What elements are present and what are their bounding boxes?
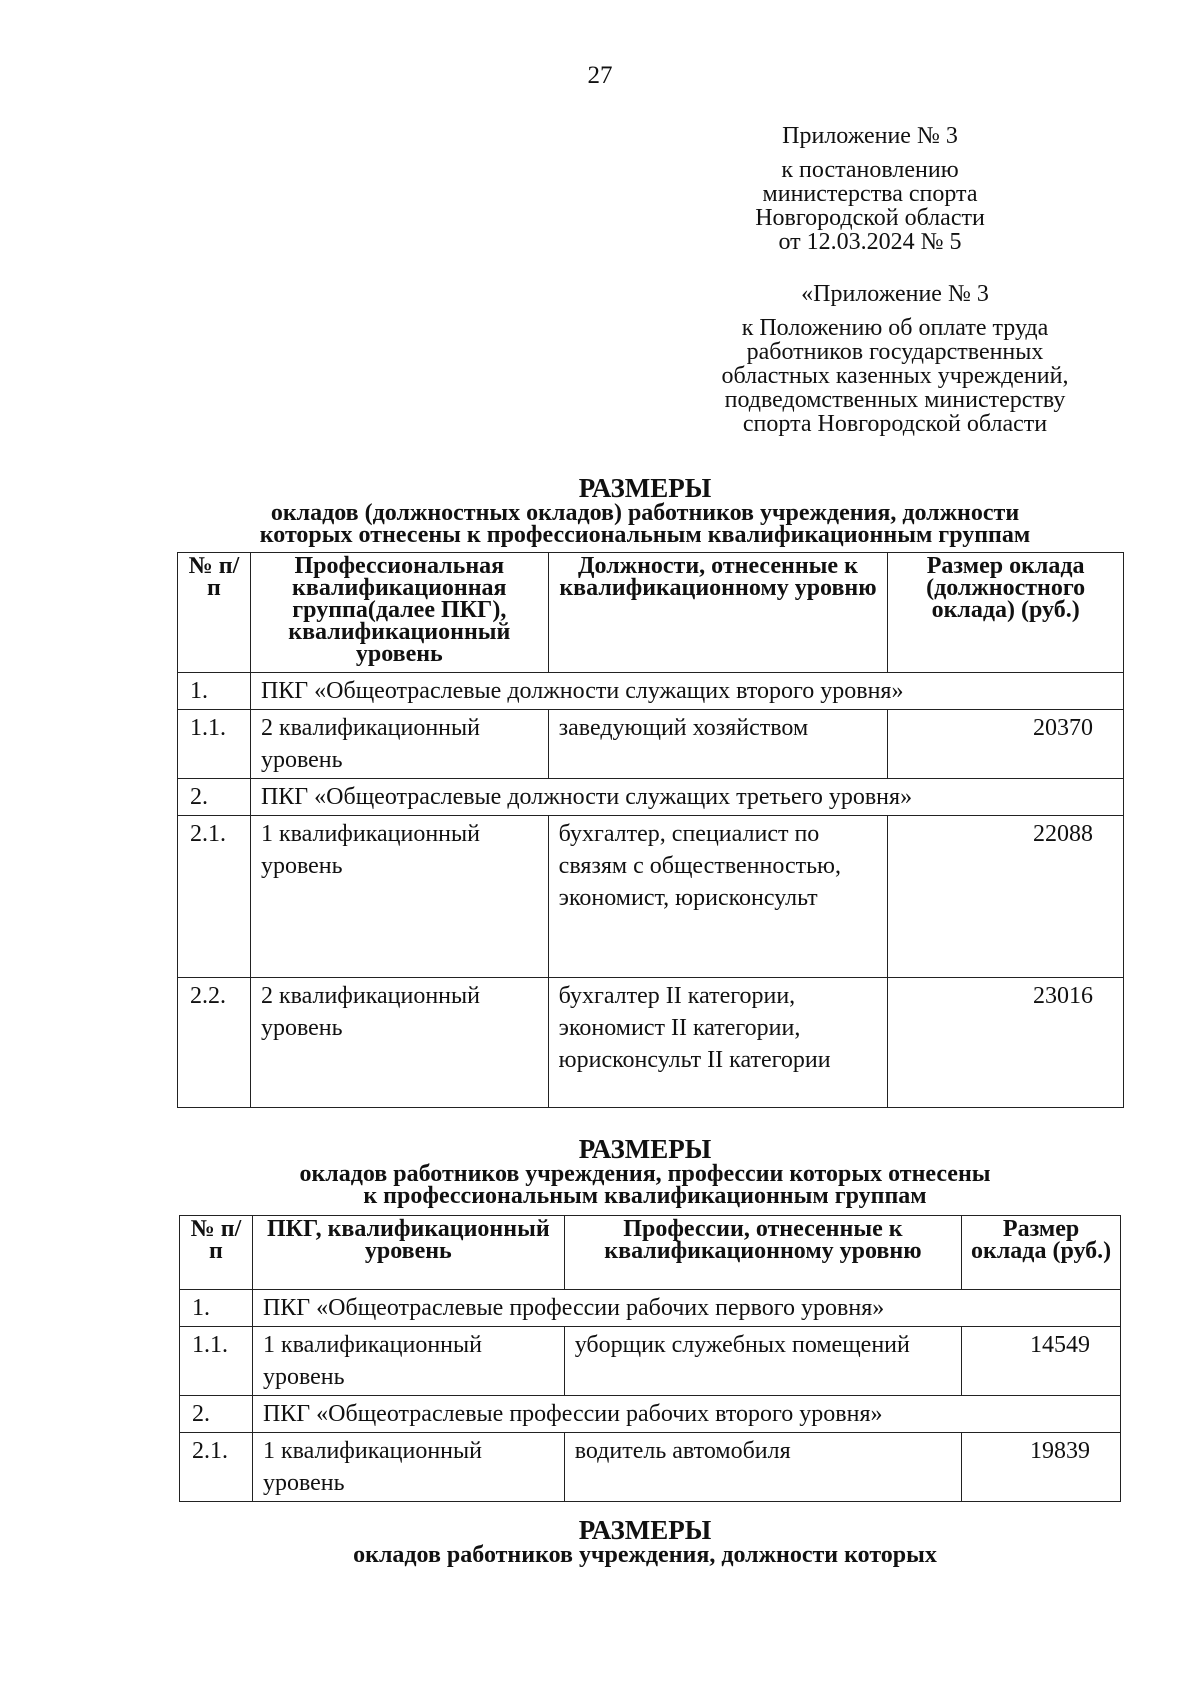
row-number: 2.1. (180, 1433, 253, 1502)
group-name: ПКГ «Общеотраслевые профессии рабочих первого уровня» (252, 1290, 1120, 1327)
section3-title (170, 1516, 1120, 1566)
group-row (180, 1290, 1121, 1327)
positions: заведующий хозяйством (548, 710, 888, 779)
table-header-row (178, 553, 1124, 673)
group-name: ПКГ «Общеотраслевые профессии рабочих второго уровня» (252, 1396, 1120, 1433)
table-row (180, 1433, 1121, 1502)
salary-value: 19839 (962, 1433, 1121, 1502)
group-row (178, 673, 1124, 710)
section2-heading: РАЗМЕРЫ (578, 1134, 712, 1164)
column-header: ПКГ, квалификационный уровень (252, 1216, 564, 1290)
group-row (180, 1396, 1121, 1433)
appendix-title: Приложение № 3 (782, 123, 958, 149)
section1-heading: РАЗМЕРЫ (578, 473, 712, 503)
section2-subheading-line: к профессиональным квалификационным группам (363, 1183, 927, 1209)
qualification-level: 1 квалификационный уровень (252, 1327, 564, 1396)
position-appendix-line: подведомственных министерству (724, 387, 1066, 413)
appendix-line: к постановлению (781, 157, 959, 183)
page-number: 27 (587, 62, 613, 89)
position-appendix-title: «Приложение № 3 (801, 281, 989, 307)
row-number: 1. (180, 1290, 253, 1327)
section3-subheading-line: окладов работников учреждения, должности которых (353, 1542, 937, 1568)
positions: бухгалтер, специалист по связям с общественностью, экономист, юрисконсульт (548, 816, 888, 978)
section1-subheading-line: которых отнесены к профессиональным квалификационным группам (259, 522, 1031, 548)
column-header: Должности, отнесенные к квалификационному уровню (548, 553, 888, 673)
column-header: № п/п (180, 1216, 253, 1290)
salary-value: 20370 (888, 710, 1124, 779)
row-number: 2.2. (178, 978, 251, 1108)
salary-table-professions (179, 1215, 1121, 1502)
salary-value: 22088 (888, 816, 1124, 978)
appendix-header (735, 124, 1005, 254)
row-number: 1. (178, 673, 251, 710)
section2-subheading-line: окладов работников учреждения, профессии которых отнесены (299, 1161, 991, 1187)
section2-title (170, 1135, 1120, 1207)
appendix-line: от 12.03.2024 № 5 (778, 229, 962, 255)
position-appendix-line: к Положению об оплате труда (741, 315, 1049, 341)
position-appendix-line: областных казенных учреждений, (721, 363, 1069, 389)
salary-value: 14549 (962, 1327, 1121, 1396)
salary-table-positions (177, 552, 1124, 1108)
row-number: 2.1. (178, 816, 251, 978)
column-header: Профессии, отнесенные к квалификационному уровню (564, 1216, 961, 1290)
group-name: ПКГ «Общеотраслевые должности служащих третьего уровня» (250, 779, 1123, 816)
section1-subheading-line: окладов (должностных окладов) работников учреждения, должности (270, 500, 1020, 526)
table-row (178, 978, 1124, 1108)
position-appendix-header (700, 282, 1090, 436)
appendix-line: министерства спорта (762, 181, 978, 207)
qualification-level: 2 квалификационный уровень (250, 978, 548, 1108)
qualification-level: 1 квалификационный уровень (252, 1433, 564, 1502)
group-name: ПКГ «Общеотраслевые должности служащих второго уровня» (250, 673, 1123, 710)
qualification-level: 2 квалификационный уровень (250, 710, 548, 779)
column-header: Размер оклада (должностного оклада) (руб.) (888, 553, 1124, 673)
row-number: 1.1. (178, 710, 251, 779)
section1-title (170, 474, 1120, 546)
professions: водитель автомобиля (564, 1433, 961, 1502)
table-row (180, 1327, 1121, 1396)
position-appendix-line: спорта Новгородской области (742, 411, 1048, 437)
group-row (178, 779, 1124, 816)
table-row (178, 816, 1124, 978)
qualification-level: 1 квалификационный уровень (250, 816, 548, 978)
salary-value: 23016 (888, 978, 1124, 1108)
positions: бухгалтер II категории, экономист II категории, юрисконсульт II категории (548, 978, 888, 1108)
position-appendix-line: работников государственных (746, 339, 1044, 365)
column-header: Размер оклада (руб.) (962, 1216, 1121, 1290)
section3-heading: РАЗМЕРЫ (578, 1515, 712, 1545)
professions: уборщик служебных помещений (564, 1327, 961, 1396)
table-header-row (180, 1216, 1121, 1290)
row-number: 2. (178, 779, 251, 816)
column-header: Профессиональная квалификационная группа(далее ПКГ), квалификационный уровень (250, 553, 548, 673)
row-number: 2. (180, 1396, 253, 1433)
appendix-line: Новгородской области (755, 205, 985, 231)
column-header: № п/п (178, 553, 251, 673)
table-row (178, 710, 1124, 779)
row-number: 1.1. (180, 1327, 253, 1396)
